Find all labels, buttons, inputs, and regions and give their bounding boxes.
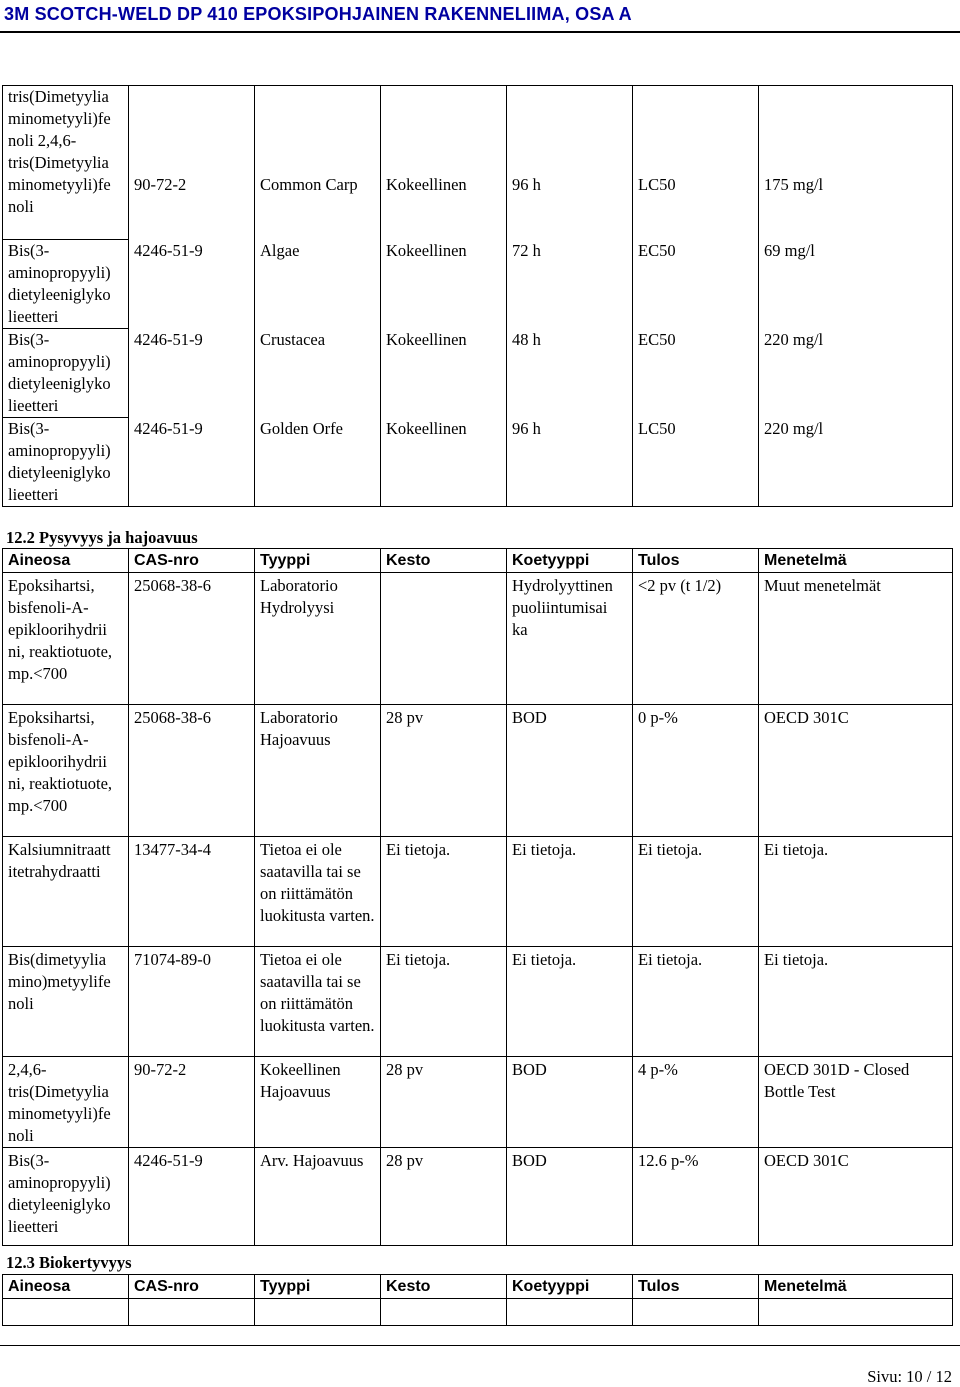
substance-name: 2,4,6- tris(Dimetyylia minometyyli)fe noli [3, 1057, 129, 1148]
organism: Golden Orfe [255, 418, 381, 507]
test-method: Ei tietoja. [759, 947, 953, 1057]
test-method: OECD 301C [759, 1148, 953, 1246]
test-result: 175 mg/l [759, 86, 953, 240]
test-type: Ei tietoja. [507, 947, 633, 1057]
endpoint: LC50 [633, 86, 759, 240]
duration: 28 pv [381, 1148, 507, 1246]
document-title: 3M SCOTCH-WELD DP 410 EPOKSIPOHJAINEN RAKENNELIIMA, OSA A [4, 4, 632, 24]
test-result: 220 mg/l [759, 418, 953, 507]
table-row [3, 837, 953, 947]
cas-number: 4246-51-9 [129, 240, 255, 329]
duration [381, 573, 507, 705]
column-header: Koetyyppi [507, 549, 633, 573]
duration: 96 h [507, 86, 633, 240]
test-kind: Arv. Hajoavuus [255, 1148, 381, 1246]
test-result: 12.6 p-% [633, 1148, 759, 1246]
test-result: <2 pv (t 1/2) [633, 573, 759, 705]
test-result: 0 p-% [633, 705, 759, 837]
test-result: 4 p-% [633, 1057, 759, 1148]
test-method: Muut menetelmät [759, 573, 953, 705]
endpoint: LC50 [633, 418, 759, 507]
test-result: 69 mg/l [759, 240, 953, 329]
header-divider [0, 31, 960, 33]
table-header-row [3, 1275, 953, 1299]
substance-name: Bis(3- aminopropyyli) dietyleeniglyko lieetteri [3, 1148, 129, 1246]
cas-number: 25068-38-6 [129, 705, 255, 837]
organism: Common Carp [255, 86, 381, 240]
test-result: Ei tietoja. [633, 947, 759, 1057]
column-header: Aineosa [3, 1275, 129, 1299]
cas-number: 71074-89-0 [129, 947, 255, 1057]
column-header: CAS-nro [129, 549, 255, 573]
test-method: Ei tietoja. [759, 837, 953, 947]
substance-name: Bis(3- aminopropyyli) dietyleeniglyko lieetteri [3, 418, 129, 507]
table-row [3, 240, 953, 329]
empty-cell [3, 1299, 129, 1326]
test-type: BOD [507, 1148, 633, 1246]
test-result: Ei tietoja. [633, 837, 759, 947]
table-row [3, 1299, 953, 1326]
cas-number: 4246-51-9 [129, 329, 255, 418]
persistence-table [2, 548, 953, 1246]
footer-divider [0, 1345, 960, 1346]
duration: Ei tietoja. [381, 947, 507, 1057]
cas-number: 90-72-2 [129, 86, 255, 240]
test-method: OECD 301D - Closed Bottle Test [759, 1057, 953, 1148]
substance-name: tris(Dimetyylia minometyyli)fe noli 2,4,6- tris(Dimetyylia minometyyli)fe noli [3, 86, 129, 240]
cas-number: 4246-51-9 [129, 418, 255, 507]
table-header-row [3, 549, 953, 573]
table-row [3, 705, 953, 837]
test-type: Kokeellinen [381, 240, 507, 329]
section-title-persistence: 12.2 Pysyvyys ja hajoavuus [6, 528, 198, 547]
table-row [3, 573, 953, 705]
table-row [3, 86, 953, 240]
empty-cell [759, 1299, 953, 1326]
column-header: CAS-nro [129, 1275, 255, 1299]
empty-cell [507, 1299, 633, 1326]
endpoint: EC50 [633, 240, 759, 329]
endpoint: EC50 [633, 329, 759, 418]
substance-name: Bis(dimetyylia mino)metyylife noli [3, 947, 129, 1057]
test-type: Kokeellinen [381, 86, 507, 240]
table-row [3, 329, 953, 418]
duration: 28 pv [381, 1057, 507, 1148]
column-header: Aineosa [3, 549, 129, 573]
test-method: OECD 301C [759, 705, 953, 837]
test-type: Hydrolyyttinen puoliintumisai ka [507, 573, 633, 705]
page-number: Sivu: 10 / 12 [867, 1367, 952, 1386]
column-header: Tulos [633, 549, 759, 573]
column-header: Kesto [381, 549, 507, 573]
duration: 28 pv [381, 705, 507, 837]
ecotoxicity-table [2, 85, 953, 507]
organism: Crustacea [255, 329, 381, 418]
column-header: Tyyppi [255, 549, 381, 573]
column-header: Tulos [633, 1275, 759, 1299]
test-kind: Tietoa ei ole saatavilla tai se on riittämätön luokitusta varten. [255, 947, 381, 1057]
test-kind: Tietoa ei ole saatavilla tai se on riittämätön luokitusta varten. [255, 837, 381, 947]
test-type: Kokeellinen [381, 418, 507, 507]
duration: 72 h [507, 240, 633, 329]
cas-number: 4246-51-9 [129, 1148, 255, 1246]
cas-number: 90-72-2 [129, 1057, 255, 1148]
test-result: 220 mg/l [759, 329, 953, 418]
column-header: Koetyyppi [507, 1275, 633, 1299]
duration: 48 h [507, 329, 633, 418]
test-type: BOD [507, 1057, 633, 1148]
organism: Algae [255, 240, 381, 329]
column-header: Menetelmä [759, 549, 953, 573]
substance-name: Bis(3- aminopropyyli) dietyleeniglyko lieetteri [3, 240, 129, 329]
column-header: Menetelmä [759, 1275, 953, 1299]
substance-name: Epoksihartsi, bisfenoli-A- epikloorihydrii ni, reaktiotuote, mp.<700 [3, 705, 129, 837]
duration: Ei tietoja. [381, 837, 507, 947]
empty-cell [129, 1299, 255, 1326]
substance-name: Bis(3- aminopropyyli) dietyleeniglyko lieetteri [3, 329, 129, 418]
substance-name: Kalsiumnitraatt itetrahydraatti [3, 837, 129, 947]
test-type: Kokeellinen [381, 329, 507, 418]
table-row [3, 1148, 953, 1246]
test-type: Ei tietoja. [507, 837, 633, 947]
test-type: BOD [507, 705, 633, 837]
cas-number: 25068-38-6 [129, 573, 255, 705]
section-title-bioaccumulation: 12.3 Biokertyvyys [6, 1253, 132, 1272]
empty-cell [255, 1299, 381, 1326]
table-row [3, 418, 953, 507]
table-row [3, 1057, 953, 1148]
column-header: Kesto [381, 1275, 507, 1299]
test-kind: Laboratorio Hydrolyysi [255, 573, 381, 705]
test-kind: Kokeellinen Hajoavuus [255, 1057, 381, 1148]
duration: 96 h [507, 418, 633, 507]
empty-cell [633, 1299, 759, 1326]
table-row [3, 947, 953, 1057]
bioaccumulation-table [2, 1274, 953, 1326]
substance-name: Epoksihartsi, bisfenoli-A- epikloorihydrii ni, reaktiotuote, mp.<700 [3, 573, 129, 705]
column-header: Tyyppi [255, 1275, 381, 1299]
cas-number: 13477-34-4 [129, 837, 255, 947]
empty-cell [381, 1299, 507, 1326]
document-header [0, 0, 960, 32]
test-kind: Laboratorio Hajoavuus [255, 705, 381, 837]
